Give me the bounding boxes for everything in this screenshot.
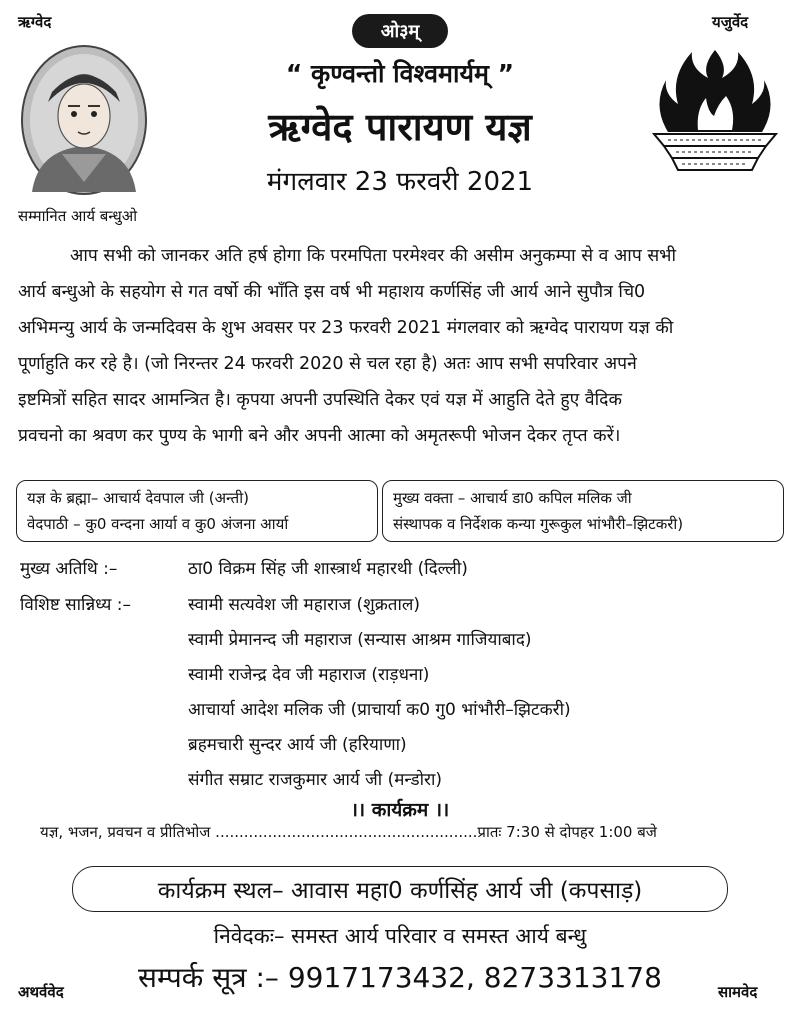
- salutation: सम्मानित आर्य बन्धुओ: [18, 207, 138, 225]
- paragraph-line-2: आर्य बन्धुओ के सहयोग से गत वर्षो की भाँति इस वर्ष भी महाशय कर्णसिंह जी आर्य आने सुपौत्र चि0: [18, 282, 646, 302]
- founder-line: संस्थापक व निर्देशक कन्या गुरूकुल भांभौरी–झिटकरी): [393, 515, 684, 533]
- special-presence-label: विशिष्ट सान्निध्य :–: [20, 595, 132, 615]
- yajna-officiants-box: [16, 480, 378, 542]
- paragraph-line-1: आप सभी को जानकर अति हर्ष होगा कि परमपिता परमेश्वर की असीम अनुकम्पा से व आप सभी: [70, 246, 676, 266]
- corner-rigveda: ऋग्वेद: [18, 13, 52, 31]
- requester: निवेदकः– समस्त आर्य परिवार व समस्त आर्य बन्धु: [213, 924, 587, 948]
- paragraph-line-4: पूर्णाहुति कर रहे है। (जो निरन्तर 24 फरवरी 2020 से चल रहा है) अतः आप सभी सपरिवार अपने: [18, 354, 637, 374]
- yajna-brahma-line: यज्ञ के ब्रह्मा– आचार्य देवपाल जी (अन्ती): [27, 489, 249, 507]
- program-schedule: यज्ञ, भजन, प्रवचन व प्रीतिभोज .......................................................प्रातः 7:30 से दोपहर 1:00 बजे: [40, 823, 657, 841]
- page-title: ऋग्वेद पारायण यज्ञ: [268, 105, 532, 149]
- havan-kund-icon: [648, 46, 782, 174]
- special-presence-item: स्वामी राजेन्द्र देव जी महाराज (राड़धना): [188, 665, 430, 685]
- motto: “ कृण्वन्तो विश्वमार्यम् ”: [285, 59, 515, 88]
- chief-speaker-line: मुख्य वक्ता – आचार्य डा0 कपिल मलिक जी: [393, 489, 632, 507]
- paragraph-line-6: प्रवचनो का श्रवण कर पुण्य के भागी बने और अपनी आत्मा को अमृतरूपी भोजन देकर तृप्त करें।: [18, 426, 621, 446]
- special-presence-item: ब्रहमचारी सुन्दर आर्य जी (हरियाणा): [188, 735, 407, 755]
- corner-samaveda: सामवेद: [718, 983, 758, 1001]
- chief-guest-label: मुख्य अतिथि :–: [20, 559, 118, 579]
- paragraph-line-3: अभिमन्यु आर्य के जन्मदिवस के शुभ अवसर पर 23 फरवरी 2021 मंगलवार को ऋग्वेद पारायण यज्ञ की: [18, 318, 674, 338]
- corner-atharvaveda: अथर्ववेद: [18, 983, 64, 1001]
- special-presence-item: स्वामी प्रेमानन्द जी महाराज (सन्यास आश्रम गाजियाबाद): [188, 630, 532, 650]
- special-presence-item: आचार्या आदेश मलिक जी (प्राचार्या क0 गु0 भांभौरी–झिटकरी): [188, 700, 571, 720]
- contact-numbers: सम्पर्क सूत्र :– 9917173432, 8273313178: [138, 961, 662, 994]
- paragraph-line-5: इष्टमित्रों सहित सादर आमन्त्रित है। कृपया अपनी उपस्थिति देकर एवं यज्ञ में आहुति देते हुए वैदिक: [18, 390, 622, 410]
- program-heading: ।। कार्यक्रम ।।: [350, 799, 450, 821]
- om-badge: ओ३म्: [352, 14, 448, 48]
- special-presence-item: स्वामी सत्यवेश जी महाराज (शुक्रताल): [188, 595, 421, 615]
- venue-box: कार्यक्रम स्थल– आवास महा0 कर्णसिंह आर्य जी (कपसाड़): [72, 866, 728, 912]
- event-date: मंगलवार 23 फरवरी 2021: [266, 167, 534, 197]
- portrait-icon: [18, 42, 150, 198]
- chief-guest-value: ठा0 विक्रम सिंह जी शास्त्रार्थ महारथी (दिल्ली): [188, 559, 468, 579]
- vedapathi-line: वेदपाठी – कु0 वन्दना आर्या व कु0 अंजना आर्या: [27, 515, 289, 533]
- corner-yajurveda: यजुर्वेद: [712, 13, 749, 31]
- chief-speaker-box: [382, 480, 784, 542]
- special-presence-item: संगीत सम्राट राजकुमार आर्य जी (मन्डोरा): [188, 770, 442, 790]
